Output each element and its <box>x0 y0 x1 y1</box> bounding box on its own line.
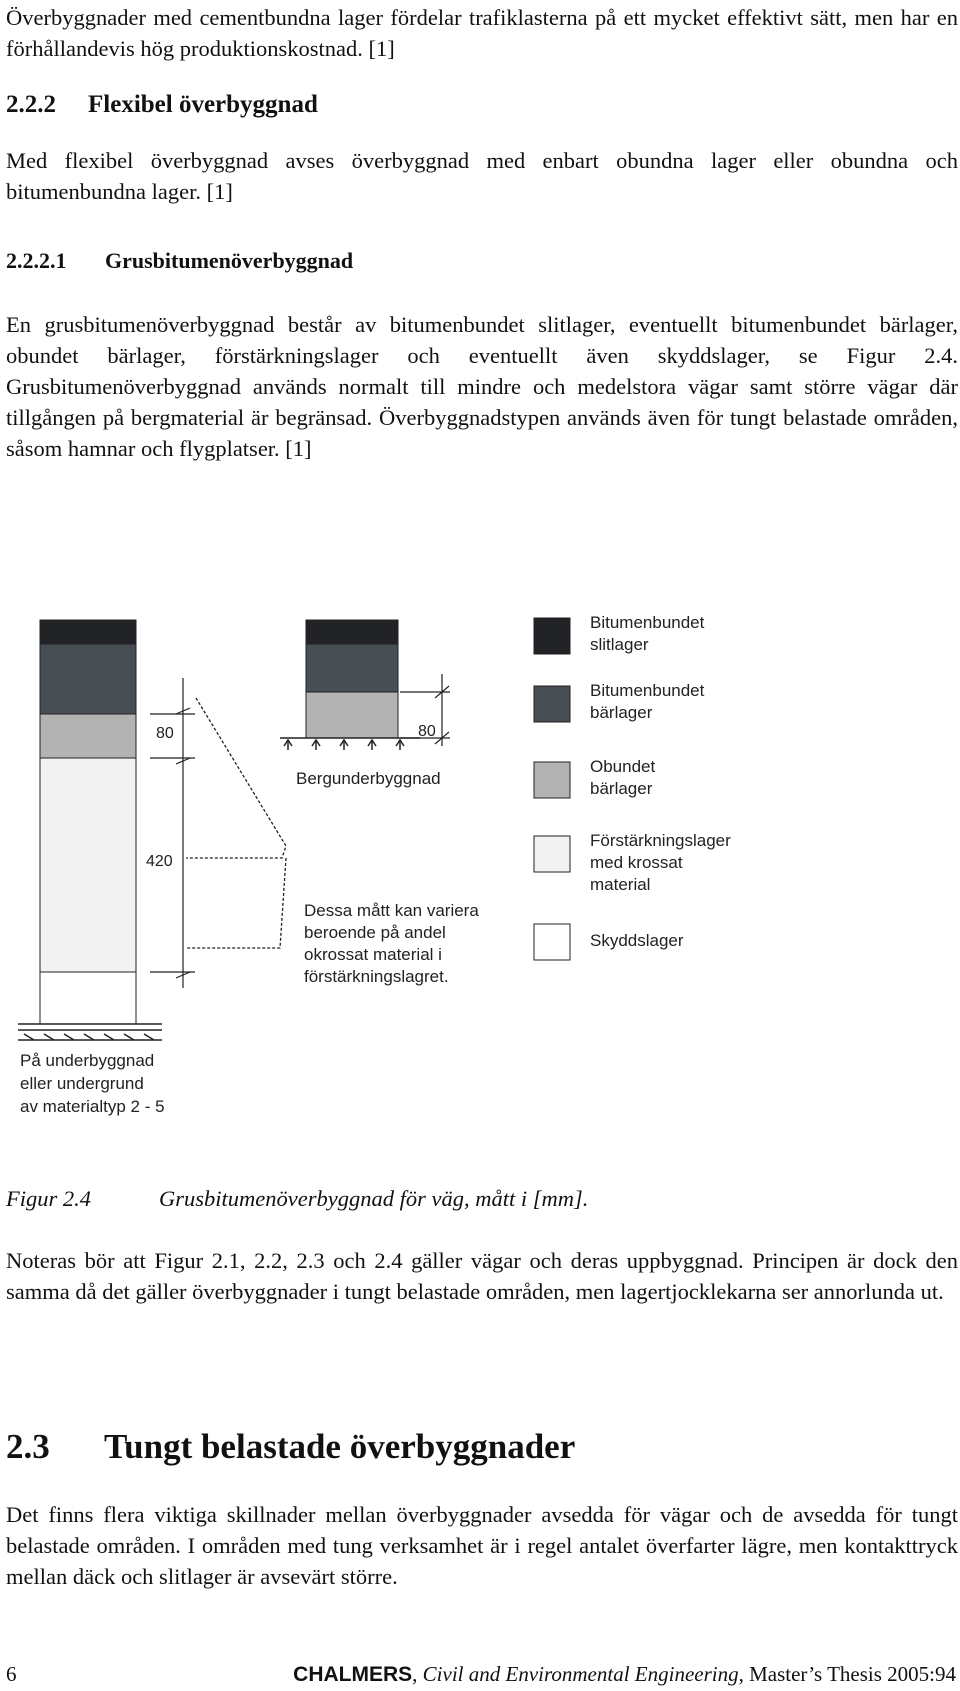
bedrock-layer-barlager <box>306 644 398 692</box>
note-line: Dessa mått kan variera <box>304 901 479 920</box>
subgrade-line: av materialtyp 2 - 5 <box>20 1097 165 1116</box>
left-layer-forstarkningslager <box>40 758 136 972</box>
legend-swatch-skyddslager <box>534 924 570 960</box>
legend <box>534 613 731 960</box>
legend-swatch-obundet <box>534 762 570 798</box>
legend-label: slitlager <box>590 635 649 654</box>
footer-department: Civil and Environmental Engineering <box>422 1662 739 1686</box>
legend-label: Skyddslager <box>590 931 684 950</box>
footer-institution: CHALMERS <box>293 1663 413 1686</box>
legend-label: material <box>590 875 651 894</box>
bedrock-layer-obundet <box>306 692 398 738</box>
left-layer-skyddslager <box>40 972 136 1024</box>
section-title: Grusbitumenöverbyggnad <box>105 248 354 273</box>
legend-label: Bitumenbundet <box>590 681 705 700</box>
legend-swatch-barlager-bitumen <box>534 686 570 722</box>
note-line: beroende på andel <box>304 923 446 942</box>
section-heading-flexibel <box>6 91 318 119</box>
legend-label: bärlager <box>590 703 653 722</box>
subgrade-text-block <box>20 1051 165 1116</box>
left-layer-obundet-barlager <box>40 714 136 758</box>
note-leader-line-lower <box>186 858 286 948</box>
legend-label: bärlager <box>590 779 653 798</box>
flexibel-paragraph: Med flexibel överbyggnad avses överbyggnad med enbart obundna lager eller obundna och bitumenbundna lager. [1] <box>6 148 958 204</box>
note-line: förstärkningslagret. <box>304 967 449 986</box>
subgrade-line: På underbyggnad <box>20 1051 155 1070</box>
left-layer-slitlager <box>40 620 136 644</box>
legend-label: Förstärkningslager <box>590 831 731 850</box>
section-number: 2.2.2.1 <box>6 248 67 273</box>
legend-label: Bitumenbundet <box>590 613 705 632</box>
intro-paragraph: Överbyggnader med cementbundna lager fördelar trafiklasterna på ett mycket effektivt sätt, men har en förhållandevis hög produktionskostnad. [1] <box>6 5 958 61</box>
dimension-420: 420 <box>146 853 173 870</box>
figure-2-4 <box>0 578 780 1148</box>
footer-citation: CHALMERS, Civil and Environmental Engineering, Master’s Thesis 2005:94 <box>293 1662 956 1686</box>
dimension-80-left: 80 <box>156 725 174 742</box>
subgrade-line: eller undergrund <box>20 1074 144 1093</box>
note-leader-line <box>186 698 286 858</box>
section-title: Tungt belastade överbyggnader <box>104 1427 576 1466</box>
bedrock-ground-symbol <box>280 738 420 750</box>
section-heading-tungt <box>6 1427 575 1467</box>
grusbitumen-paragraph: En grusbitumenöverbyggnad består av bitumenbundet slitlager, eventuellt bitumenbundet bärlager, obundet bärlager, förstärkningslager och eventuellt även skyddslager, se Figur 2.4. Grusbitumenöverbyggnad används normalt till mindre och medelstora vägar samt större vägar där tillgången på bergmaterial är begränsad. Överbyggnadstypen används även för tungt belastade områden, såsom hamnar och flygplatser. [1] <box>6 312 958 461</box>
legend-swatch-forstarkningslager <box>534 836 570 872</box>
note-line: okrossat material i <box>304 945 442 964</box>
legend-label: med krossat <box>590 853 683 872</box>
section-number: 2.2.2 <box>6 91 56 118</box>
figure-caption <box>6 1186 588 1212</box>
legend-swatch-slitlager <box>534 618 570 654</box>
section-heading-grusbitumen <box>6 248 353 274</box>
footer-thesis: Master’s Thesis 2005:94 <box>749 1662 956 1686</box>
caption-text: Grusbitumenöverbyggnad för väg, mått i [mm]. <box>159 1186 589 1211</box>
pavement-diagram <box>0 578 780 1148</box>
bedrock-label: Bergunderbyggnad <box>296 769 441 788</box>
note-paragraph: Noteras bör att Figur 2.1, 2.2, 2.3 och 2.4 gäller vägar och deras uppbyggnad. Principen är dock den samma då det gäller överbyggnader i tungt belastade områden, men lagertjocklekarna ser annorlunda ut. <box>6 1248 958 1304</box>
subgrade-ground-symbol <box>18 1024 162 1040</box>
bedrock-pavement-column <box>306 620 398 738</box>
left-layer-barlager-bitumen <box>40 644 136 714</box>
caption-number: Figur 2.4 <box>6 1186 92 1211</box>
legend-label: Obundet <box>590 757 656 776</box>
bedrock-layer-slitlager <box>306 620 398 644</box>
dimension-80-right: 80 <box>418 723 436 740</box>
tungt-paragraph: Det finns flera viktiga skillnader mellan överbyggnader avsedda för vägar och de avsedda för tungt belastade områden. I områden med tung verksamhet är i regel antalet överfarter lägre, men kontakttryck mellan däck och slitlager är avsevärt större. <box>6 1502 958 1589</box>
section-title: Flexibel överbyggnad <box>88 91 318 118</box>
page-number: 6 <box>6 1662 17 1686</box>
note-text-block <box>304 901 479 986</box>
left-pavement-column <box>40 620 136 1024</box>
section-number: 2.3 <box>6 1427 50 1466</box>
